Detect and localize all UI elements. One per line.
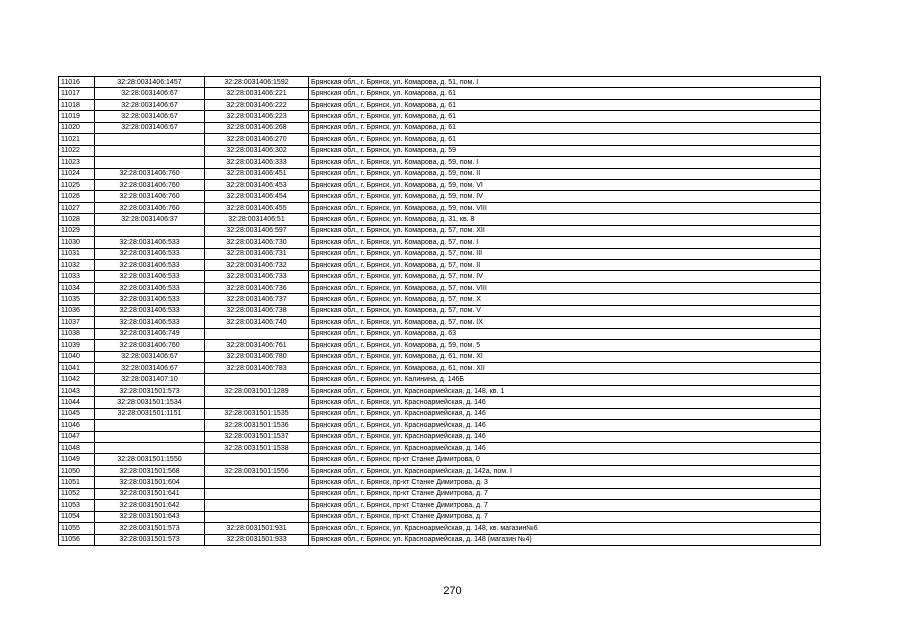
parcel-number-cell: 32:28:0031501:573 — [95, 534, 205, 545]
parcel-number-cell: 32:28:0031406:533 — [95, 260, 205, 271]
address-cell: Брянская обл., г. Брянск, ул. Красноармейская, д. 148, кв. магазин№6 — [309, 523, 821, 534]
object-number-cell: 32:28:0031406:733 — [205, 271, 309, 282]
table-row — [59, 443, 821, 454]
object-number-cell: 32:28:0031406:333 — [205, 157, 309, 168]
address-cell: Брянская обл., г. Брянск, ул. Комарова, д. 59, пом. 5 — [309, 340, 821, 351]
row-number-cell: 11031 — [59, 248, 95, 259]
object-number-cell — [205, 374, 309, 385]
object-number-cell: 32:28:0031501:1289 — [205, 385, 309, 396]
object-number-cell — [205, 397, 309, 408]
table-row — [59, 500, 821, 511]
row-number-cell: 11052 — [59, 488, 95, 499]
object-number-cell — [205, 511, 309, 522]
address-cell: Брянская обл., г. Брянск, ул. Красноармейская, д. 148, кв. 1 — [309, 385, 821, 396]
table-row — [59, 305, 821, 316]
row-number-cell: 11032 — [59, 260, 95, 271]
parcel-number-cell — [95, 134, 205, 145]
object-number-cell: 32:28:0031406:221 — [205, 88, 309, 99]
table-row — [59, 431, 821, 442]
address-cell: Брянская обл., г. Брянск, пр-кт Станке Димитрова, 0 — [309, 454, 821, 465]
row-number-cell: 11042 — [59, 374, 95, 385]
row-number-cell: 11034 — [59, 282, 95, 293]
table-row — [59, 511, 821, 522]
row-number-cell: 11053 — [59, 500, 95, 511]
row-number-cell: 11046 — [59, 420, 95, 431]
row-number-cell: 11025 — [59, 179, 95, 190]
row-number-cell: 11050 — [59, 465, 95, 476]
object-number-cell: 32:28:0031406:761 — [205, 340, 309, 351]
table-row — [59, 260, 821, 271]
table-row — [59, 248, 821, 259]
parcel-number-cell: 32:28:0031501:642 — [95, 500, 205, 511]
parcel-number-cell: 32:28:0031501:1534 — [95, 397, 205, 408]
address-cell: Брянская обл., г. Брянск, ул. Комарова, д. 61 — [309, 88, 821, 99]
object-number-cell: 32:28:0031406:732 — [205, 260, 309, 271]
object-number-cell: 32:28:0031501:931 — [205, 523, 309, 534]
object-number-cell: 32:28:0031406:783 — [205, 362, 309, 373]
parcel-number-cell — [95, 443, 205, 454]
table-row — [59, 534, 821, 545]
address-cell: Брянская обл., г. Брянск, пр-кт Станке Димитрова, д. 7 — [309, 511, 821, 522]
table-row — [59, 214, 821, 225]
table-row — [59, 385, 821, 396]
row-number-cell: 11054 — [59, 511, 95, 522]
address-cell: Брянская обл., г. Брянск, ул. Комарова, д. 61 — [309, 122, 821, 133]
address-cell: Брянская обл., г. Брянск, пр-кт Станке Димитрова, д. 7 — [309, 500, 821, 511]
row-number-cell: 11033 — [59, 271, 95, 282]
address-cell: Брянская обл., г. Брянск, ул. Комарова, д. 59 — [309, 145, 821, 156]
object-number-cell: 32:28:0031406:454 — [205, 191, 309, 202]
row-number-cell: 11035 — [59, 294, 95, 305]
parcel-number-cell: 32:28:0031501:568 — [95, 465, 205, 476]
table-row — [59, 408, 821, 419]
address-cell: Брянская обл., г. Брянск, ул. Комарова, д. 61, пом. XI — [309, 351, 821, 362]
parcel-number-cell: 32:28:0031406:533 — [95, 237, 205, 248]
parcel-number-cell: 32:28:0031406:533 — [95, 317, 205, 328]
address-cell: Брянская обл., г. Брянск, ул. Калинина, д. 146Б — [309, 374, 821, 385]
address-cell: Брянская обл., г. Брянск, ул. Комарова, д. 57, пом. V — [309, 305, 821, 316]
address-cell: Брянская обл., г. Брянск, ул. Комарова, д. 57, пом. X — [309, 294, 821, 305]
row-number-cell: 11045 — [59, 408, 95, 419]
parcel-number-cell: 32:28:0031406:760 — [95, 202, 205, 213]
parcel-number-cell: 32:28:0031406:533 — [95, 294, 205, 305]
address-cell: Брянская обл., г. Брянск, ул. Красноармейская, д. 148 (магазин №4) — [309, 534, 821, 545]
row-number-cell: 11049 — [59, 454, 95, 465]
address-cell: Брянская обл., г. Брянск, ул. Красноармейская, д. 146 — [309, 397, 821, 408]
object-number-cell — [205, 488, 309, 499]
object-number-cell: 32:28:0031406:736 — [205, 282, 309, 293]
object-number-cell: 32:28:0031406:740 — [205, 317, 309, 328]
object-number-cell: 32:28:0031406:302 — [205, 145, 309, 156]
address-cell: Брянская обл., г. Брянск, ул. Комарова, д. 57, пом. XII — [309, 225, 821, 236]
parcel-number-cell: 32:28:0031406:67 — [95, 351, 205, 362]
row-number-cell: 11026 — [59, 191, 95, 202]
row-number-cell: 11040 — [59, 351, 95, 362]
page-number: 270 — [443, 585, 462, 597]
object-number-cell: 32:28:0031501:1537 — [205, 431, 309, 442]
object-number-cell: 32:28:0031501:1556 — [205, 465, 309, 476]
parcel-number-cell: 32:28:0031406:533 — [95, 248, 205, 259]
parcel-number-cell: 32:28:0031406:760 — [95, 340, 205, 351]
address-cell: Брянская обл., г. Брянск, ул. Комарова, д. 31, кв. 8 — [309, 214, 821, 225]
row-number-cell: 11017 — [59, 88, 95, 99]
row-number-cell: 11023 — [59, 157, 95, 168]
object-number-cell: 32:28:0031406:730 — [205, 237, 309, 248]
table-row — [59, 122, 821, 133]
table-row — [59, 202, 821, 213]
object-number-cell: 32:28:0031501:1538 — [205, 443, 309, 454]
object-number-cell: 32:28:0031406:268 — [205, 122, 309, 133]
address-cell: Брянская обл., г. Брянск, ул. Красноармейская, д. 146 — [309, 408, 821, 419]
table-row — [59, 328, 821, 339]
parcel-number-cell: 32:28:0031406:533 — [95, 271, 205, 282]
parcel-number-cell: 32:28:0031406:533 — [95, 305, 205, 316]
object-number-cell: 32:28:0031406:738 — [205, 305, 309, 316]
row-number-cell: 11037 — [59, 317, 95, 328]
row-number-cell: 11041 — [59, 362, 95, 373]
object-number-cell — [205, 454, 309, 465]
address-cell: Брянская обл., г. Брянск, ул. Комарова, д. 61 — [309, 134, 821, 145]
row-number-cell: 11021 — [59, 134, 95, 145]
object-number-cell: 32:28:0031406:451 — [205, 168, 309, 179]
table-row — [59, 294, 821, 305]
address-cell: Брянская обл., г. Брянск, ул. Комарова, д. 57, пом. III — [309, 248, 821, 259]
table-row — [59, 168, 821, 179]
address-cell: Брянская обл., г. Брянск, ул. Красноармейская, д. 146 — [309, 431, 821, 442]
table-row — [59, 111, 821, 122]
address-cell: Брянская обл., г. Брянск, ул. Красноармейская, д. 142а, пом. I — [309, 465, 821, 476]
table-row — [59, 179, 821, 190]
table-row — [59, 488, 821, 499]
parcel-number-cell: 32:28:0031406:760 — [95, 179, 205, 190]
parcel-number-cell — [95, 225, 205, 236]
parcel-number-cell: 32:28:0031501:573 — [95, 385, 205, 396]
address-cell: Брянская обл., г. Брянск, ул. Красноармейская, д. 146 — [309, 443, 821, 454]
row-number-cell: 11055 — [59, 523, 95, 534]
row-number-cell: 11022 — [59, 145, 95, 156]
parcel-number-cell: 32:28:0031501:1550 — [95, 454, 205, 465]
table-row — [59, 225, 821, 236]
parcel-number-cell: 32:28:0031501:604 — [95, 477, 205, 488]
parcel-number-cell: 32:28:0031501:641 — [95, 488, 205, 499]
table-row — [59, 145, 821, 156]
address-cell: Брянская обл., г. Брянск, ул. Комарова, д. 63 — [309, 328, 821, 339]
row-number-cell: 11020 — [59, 122, 95, 133]
row-number-cell: 11024 — [59, 168, 95, 179]
row-number-cell: 11056 — [59, 534, 95, 545]
object-number-cell: 32:28:0031406:223 — [205, 111, 309, 122]
row-number-cell: 11048 — [59, 443, 95, 454]
object-number-cell — [205, 500, 309, 511]
parcel-number-cell: 32:28:0031406:749 — [95, 328, 205, 339]
parcel-number-cell: 32:28:0031406:67 — [95, 99, 205, 110]
row-number-cell: 11019 — [59, 111, 95, 122]
object-number-cell: 32:28:0031501:1536 — [205, 420, 309, 431]
address-cell: Брянская обл., г. Брянск, ул. Комарова, д. 59, пом. VIII — [309, 202, 821, 213]
parcel-number-cell: 32:28:0031406:533 — [95, 282, 205, 293]
address-cell: Брянская обл., г. Брянск, ул. Комарова, д. 57, пом. I — [309, 237, 821, 248]
table-row — [59, 99, 821, 110]
parcel-number-cell: 32:28:0031501:1151 — [95, 408, 205, 419]
parcel-number-cell — [95, 420, 205, 431]
parcel-number-cell — [95, 145, 205, 156]
object-number-cell: 32:28:0031501:933 — [205, 534, 309, 545]
parcel-number-cell: 32:28:0031406:67 — [95, 362, 205, 373]
row-number-cell: 11038 — [59, 328, 95, 339]
table-row — [59, 237, 821, 248]
parcel-number-cell — [95, 431, 205, 442]
row-number-cell: 11016 — [59, 77, 95, 88]
parcel-number-cell: 32:28:0031406:37 — [95, 214, 205, 225]
object-number-cell: 32:28:0031406:455 — [205, 202, 309, 213]
parcel-number-cell: 32:28:0031406:67 — [95, 88, 205, 99]
object-number-cell — [205, 477, 309, 488]
address-cell: Брянская обл., г. Брянск, ул. Комарова, д. 59, пом. VI — [309, 179, 821, 190]
parcel-number-cell: 32:28:0031406:67 — [95, 122, 205, 133]
address-cell: Брянская обл., г. Брянск, ул. Комарова, д. 57, пом. IV — [309, 271, 821, 282]
address-cell: Брянская обл., г. Брянск, ул. Комарова, д. 57, пом. II — [309, 260, 821, 271]
address-cell: Брянская обл., г. Брянск, ул. Комарова, д. 59, пом. IV — [309, 191, 821, 202]
object-number-cell: 32:28:0031406:737 — [205, 294, 309, 305]
parcel-number-cell: 32:28:0031501:643 — [95, 511, 205, 522]
object-number-cell: 32:28:0031406:453 — [205, 179, 309, 190]
address-cell: Брянская обл., г. Брянск, ул. Комарова, д. 61 — [309, 99, 821, 110]
table-row — [59, 340, 821, 351]
address-cell: Брянская обл., г. Брянск, ул. Комарова, д. 59, пом. II — [309, 168, 821, 179]
parcel-number-cell: 32:28:0031406:1457 — [95, 77, 205, 88]
table-row — [59, 317, 821, 328]
parcel-number-cell: 32:28:0031407:10 — [95, 374, 205, 385]
table-row — [59, 191, 821, 202]
row-number-cell: 11051 — [59, 477, 95, 488]
address-cell: Брянская обл., г. Брянск, ул. Комарова, д. 61, пом. XII — [309, 362, 821, 373]
table-row — [59, 362, 821, 373]
table-row — [59, 523, 821, 534]
row-number-cell: 11027 — [59, 202, 95, 213]
object-number-cell: 32:28:0031406:731 — [205, 248, 309, 259]
object-number-cell: 32:28:0031501:1535 — [205, 408, 309, 419]
address-cell: Брянская обл., г. Брянск, ул. Комарова, д. 57, пом. VIII — [309, 282, 821, 293]
table-row — [59, 351, 821, 362]
table-row — [59, 77, 821, 88]
address-cell: Брянская обл., г. Брянск, пр-кт Станке Димитрова, д. 3 — [309, 477, 821, 488]
parcel-number-cell: 32:28:0031406:760 — [95, 191, 205, 202]
address-cell: Брянская обл., г. Брянск, ул. Комарова, д. 57, пом. IX — [309, 317, 821, 328]
row-number-cell: 11043 — [59, 385, 95, 396]
registry-table-body — [59, 77, 821, 546]
parcel-number-cell — [95, 157, 205, 168]
row-number-cell: 11029 — [59, 225, 95, 236]
table-row — [59, 465, 821, 476]
table-row — [59, 374, 821, 385]
parcel-number-cell: 32:28:0031501:573 — [95, 523, 205, 534]
row-number-cell: 11018 — [59, 99, 95, 110]
address-cell: Брянская обл., г. Брянск, ул. Комарова, д. 59, пом. I — [309, 157, 821, 168]
table-row — [59, 454, 821, 465]
row-number-cell: 11047 — [59, 431, 95, 442]
table-row — [59, 420, 821, 431]
parcel-number-cell: 32:28:0031406:760 — [95, 168, 205, 179]
row-number-cell: 11036 — [59, 305, 95, 316]
table-row — [59, 282, 821, 293]
address-cell: Брянская обл., г. Брянск, ул. Комарова, д. 61 — [309, 111, 821, 122]
object-number-cell: 32:28:0031406:51 — [205, 214, 309, 225]
row-number-cell: 11030 — [59, 237, 95, 248]
object-number-cell: 32:28:0031406:222 — [205, 99, 309, 110]
address-cell: Брянская обл., г. Брянск, ул. Красноармейская, д. 146 — [309, 420, 821, 431]
object-number-cell: 32:28:0031406:270 — [205, 134, 309, 145]
object-number-cell — [205, 328, 309, 339]
table-row — [59, 477, 821, 488]
registry-table — [58, 76, 821, 546]
object-number-cell: 32:28:0031406:780 — [205, 351, 309, 362]
row-number-cell: 11039 — [59, 340, 95, 351]
row-number-cell: 11044 — [59, 397, 95, 408]
row-number-cell: 11028 — [59, 214, 95, 225]
table-row — [59, 157, 821, 168]
table-row — [59, 88, 821, 99]
table-row — [59, 134, 821, 145]
address-cell: Брянская обл., г. Брянск, ул. Комарова, д. 51, пом. I — [309, 77, 821, 88]
parcel-number-cell: 32:28:0031406:67 — [95, 111, 205, 122]
object-number-cell: 32:28:0031406:597 — [205, 225, 309, 236]
table-row — [59, 271, 821, 282]
address-cell: Брянская обл., г. Брянск, пр-кт Станке Димитрова, д. 7 — [309, 488, 821, 499]
object-number-cell: 32:28:0031406:1592 — [205, 77, 309, 88]
table-row — [59, 397, 821, 408]
